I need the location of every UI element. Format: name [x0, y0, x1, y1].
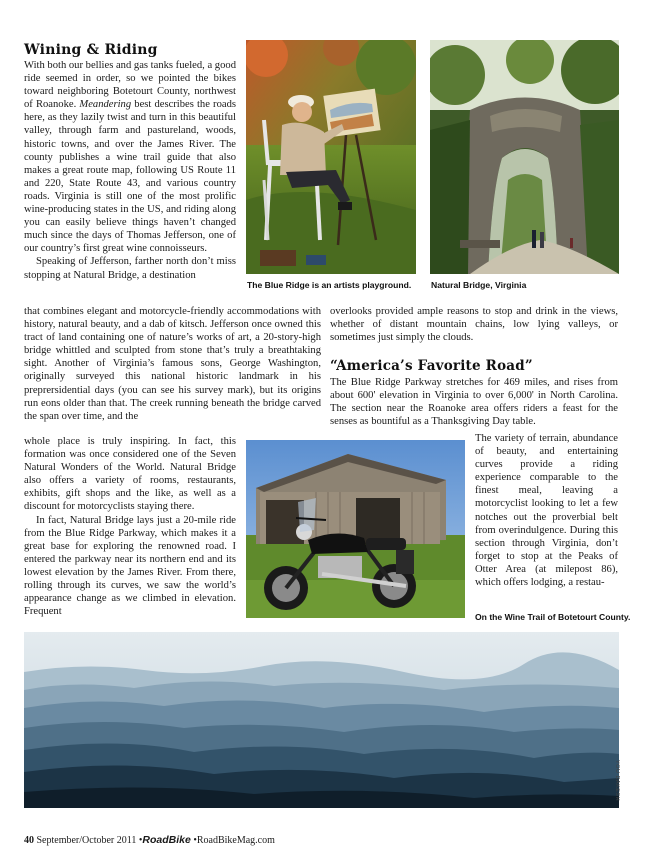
painter-photo	[246, 40, 416, 274]
article-text-wide: that combines elegant and motorcycle-friendly accommodations with history, natural beauty, and a dab of kitsch. Jefferson once owned this tract of land containing one of nature’s works of art, a 20-story-high bridge whittled and sculpted from stone that’s truly a breathtaking sight. Another of Virginia’s famous sons, George Washington, originally surveyed this national historic landmark in his preprersidential days (you can see his survey mark), but its origins run eons older than that. The creek running beneath the bridge carved the span over time, and the	[24, 306, 321, 422]
section-heading-wining-riding: Wining & Riding	[24, 42, 158, 58]
page-footer	[24, 834, 275, 847]
wine-trail-photo-caption: On the Wine Trail of Botetourt County.	[475, 612, 631, 622]
painter-photo-caption: The Blue Ridge is an artists playground.	[247, 280, 412, 290]
motorcycle-barn-photo	[246, 440, 465, 618]
natural-bridge-photo-caption: Natural Bridge, Virginia	[431, 280, 527, 290]
photo-credit: YOU DAKESH	[614, 760, 620, 802]
natural-bridge-photo	[430, 40, 619, 274]
separator-bullet: •	[193, 835, 197, 846]
magazine-name: RoadBike	[142, 834, 191, 846]
separator-bullet: •	[138, 835, 143, 846]
section-heading-americas-favorite-road: “America’s Favorite Road”	[330, 358, 533, 374]
issue-date: September/October 2011	[36, 835, 137, 846]
paragraph: Speaking of Jefferson, farther north don’t miss stopping at Natural Bridge, a destination	[24, 256, 236, 281]
article-text-column-left	[24, 59, 236, 282]
page-number: 40	[24, 835, 34, 846]
paragraph: With both our bellies and gas tanks fueled, a good ride seemed in order, so we pointed the bikes toward neighboring Botetourt County, northwest of Roanoke. Meandering best describes the roads here, as they lazily twist and turn in this beautiful valley, through farm and pastureland, woods, historic towns, and over the James River. The county publishes a wine trail guide that also makes a great route map, following US Route 11 and 220, State Route 43, and various country roads. Virginia is still one of the most prolific wine-producing states in the US, and riding along you can easily believe things haven’t changed much since the days of Thomas Jefferson, one of our country’s first great wine connoisseurs.	[24, 60, 236, 255]
article-text-column-right: The Blue Ridge Parkway stretches for 469 miles, and rises from about 600' elevation in Virginia to over 6,000' in North Carolina. The section near the Roanoke area offers riders a feast for the senses as bountiful as a Thanksgiving Day table.	[330, 377, 618, 428]
article-text-column-right: overlooks provided ample reasons to stop and drink in the views, whether of distant mountain chains, low lying valleys, or sometimes just simply the clouds.	[330, 306, 618, 344]
website-link[interactable]: RoadBikeMag.com	[196, 835, 275, 846]
article-text-column-right-narrow: The variety of terrain, abundance of beauty, and entertaining curves provide a riding experience comparable to the finest meal, leaving a motorcyclist looking to let a few notches out the proverbial belt from overindulgence. During this section through Virginia, don’t forget to stop at the Peaks of Otter Area (at milepost 86), which offers lodging, a restau-	[475, 433, 618, 589]
paragraph: In fact, Natural Bridge lays just a 20-mile ride from the Blue Ridge Parkway, which makes it a great base for exploring the renowned road. I entered the parkway near its northern end and its lowest elevation by the James River. From there, rolling through its curves, we saw the world’s appearance change as we climbed in elevation. Frequent	[24, 514, 236, 618]
article-text-column-left-lower	[24, 435, 236, 618]
blue-ridge-panorama-photo	[24, 632, 619, 808]
paragraph: whole place is truly inspiring. In fact, this formation was once considered one of the Seven Natural Wonders of the World. Natural Bridge also offers a variety of rooms, restaurants, exhibits, gift shops and the like, as well as a discount for motorcyclists staying there.	[24, 436, 236, 513]
